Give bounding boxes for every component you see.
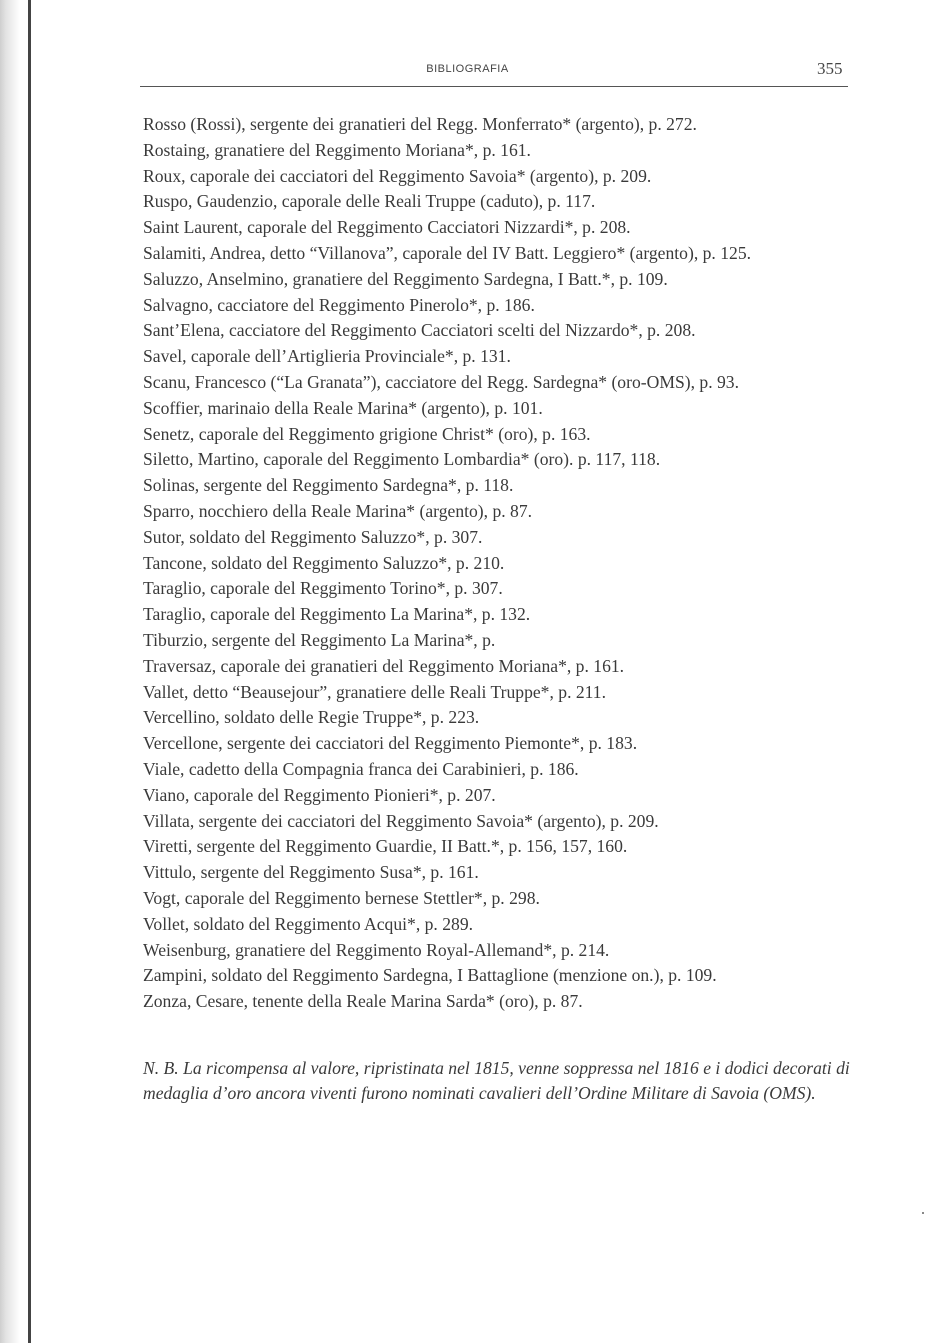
bibliography-entry: Sutor, soldato del Reggimento Saluzzo*, p. 307.: [143, 526, 483, 547]
page-spine-line: [28, 0, 31, 1343]
running-header-title: BIBLIOGRAFIA: [426, 63, 509, 75]
bibliography-entry: Zonza, Cesare, tenente della Reale Marina Sarda* (oro), p. 87.: [143, 991, 583, 1012]
bibliography-entry: Senetz, caporale del Reggimento grigione Christ* (oro), p. 163.: [143, 423, 591, 444]
bibliography-entry: Vercellino, soldato delle Regie Truppe*, p. 223.: [143, 707, 480, 728]
bibliography-entry: Taraglio, caporale del Reggimento Torino*, p. 307.: [143, 578, 503, 599]
bibliography-entry: Roux, caporale dei cacciatori del Reggimento Savoia* (argento), p. 209.: [143, 165, 652, 186]
bibliography-entry: Solinas, sergente del Reggimento Sardegna*, p. 118.: [143, 475, 514, 496]
footnote-nb: N. B. La ricompensa al valore, ripristinata nel 1815, venne soppressa nel 1816 e i dodici decorati di medaglia d’oro ancora viventi furono nominati cavalieri dell’Ordine Militare di Savoia (OMS).: [143, 1057, 850, 1104]
bibliography-entry: Tancone, soldato del Reggimento Saluzzo*, p. 210.: [143, 552, 505, 573]
bibliography-entry: Saint Laurent, caporale del Reggimento Cacciatori Nizzardi*, p. 208.: [143, 217, 631, 238]
bibliography-entry: Traversaz, caporale dei granatieri del Reggimento Moriana*, p. 161.: [143, 655, 625, 676]
bibliography-entry: Zampini, soldato del Reggimento Sardegna, I Battaglione (menzione on.), p. 109.: [143, 965, 717, 986]
bibliography-entry: Tiburzio, sergente del Reggimento La Marina*, p.: [143, 629, 496, 650]
bibliography-entry: Vogt, caporale del Reggimento bernese Stettler*, p. 298.: [143, 887, 540, 908]
bibliography-entry: Scanu, Francesco (“La Granata”), cacciatore del Regg. Sardegna* (oro-OMS), p. 93.: [143, 371, 739, 392]
bibliography-entry: Sparro, nocchiero della Reale Marina* (argento), p. 87.: [143, 500, 533, 521]
bibliography-entry: Scoffier, marinaio della Reale Marina* (argento), p. 101.: [143, 397, 543, 418]
page-number: 355: [817, 59, 843, 78]
page-spine-shadow: [0, 0, 20, 1343]
bibliography-entry: Rosso (Rossi), sergente dei granatieri del Regg. Monferrato* (argento), p. 272.: [143, 114, 697, 134]
bibliography-entry: Vittulo, sergente del Reggimento Susa*, p. 161.: [143, 862, 479, 883]
bibliography-entry: Saluzzo, Anselmino, granatiere del Reggimento Sardegna, I Batt.*, p. 109.: [143, 268, 668, 289]
bibliography-entry: Savel, caporale dell’Artiglieria Provinciale*, p. 131.: [143, 346, 511, 367]
bibliography-entry: Sant’Elena, cacciatore del Reggimento Cacciatori scelti del Nizzardo*, p. 208.: [143, 320, 696, 341]
bibliography-entry: Siletto, Martino, caporale del Reggimento Lombardia* (oro). p. 117, 118.: [143, 449, 661, 470]
bibliography-entry: Salamiti, Andrea, detto “Villanova”, caporale del IV Batt. Leggiero* (argento), p. 125.: [143, 242, 752, 263]
bibliography-entry: Ruspo, Gaudenzio, caporale delle Reali Truppe (caduto), p. 117.: [143, 191, 596, 212]
bibliography-entry: Taraglio, caporale del Reggimento La Marina*, p. 132.: [143, 604, 531, 625]
bibliography-entry: Villata, sergente dei cacciatori del Reggimento Savoia* (argento), p. 209.: [143, 810, 659, 831]
bibliography-entry: Vallet, detto “Beausejour”, granatiere delle Reali Truppe*, p. 211.: [143, 681, 607, 702]
bibliography-entry: Rostaing, granatiere del Reggimento Moriana*, p. 161.: [143, 139, 531, 160]
bibliography-entry-list: [143, 112, 863, 1015]
header-rule: [140, 86, 848, 87]
bibliography-entry: Viale, cadetto della Compagnia franca dei Carabinieri, p. 186.: [143, 758, 579, 779]
bibliography-entry: Vercellone, sergente dei cacciatori del Reggimento Piemonte*, p. 183.: [143, 733, 638, 754]
scan-speck: [922, 1212, 924, 1214]
bibliography-entry: Weisenburg, granatiere del Reggimento Royal-Allemand*, p. 214.: [143, 939, 610, 960]
bibliography-entry: Vollet, soldato del Reggimento Acqui*, p. 289.: [143, 913, 474, 934]
bibliography-entry: Salvagno, cacciatore del Reggimento Pinerolo*, p. 186.: [143, 294, 535, 315]
bibliography-entry: Viretti, sergente del Reggimento Guardie, II Batt.*, p. 156, 157, 160.: [143, 836, 628, 857]
bibliography-entry: Viano, caporale del Reggimento Pionieri*, p. 207.: [143, 784, 496, 805]
